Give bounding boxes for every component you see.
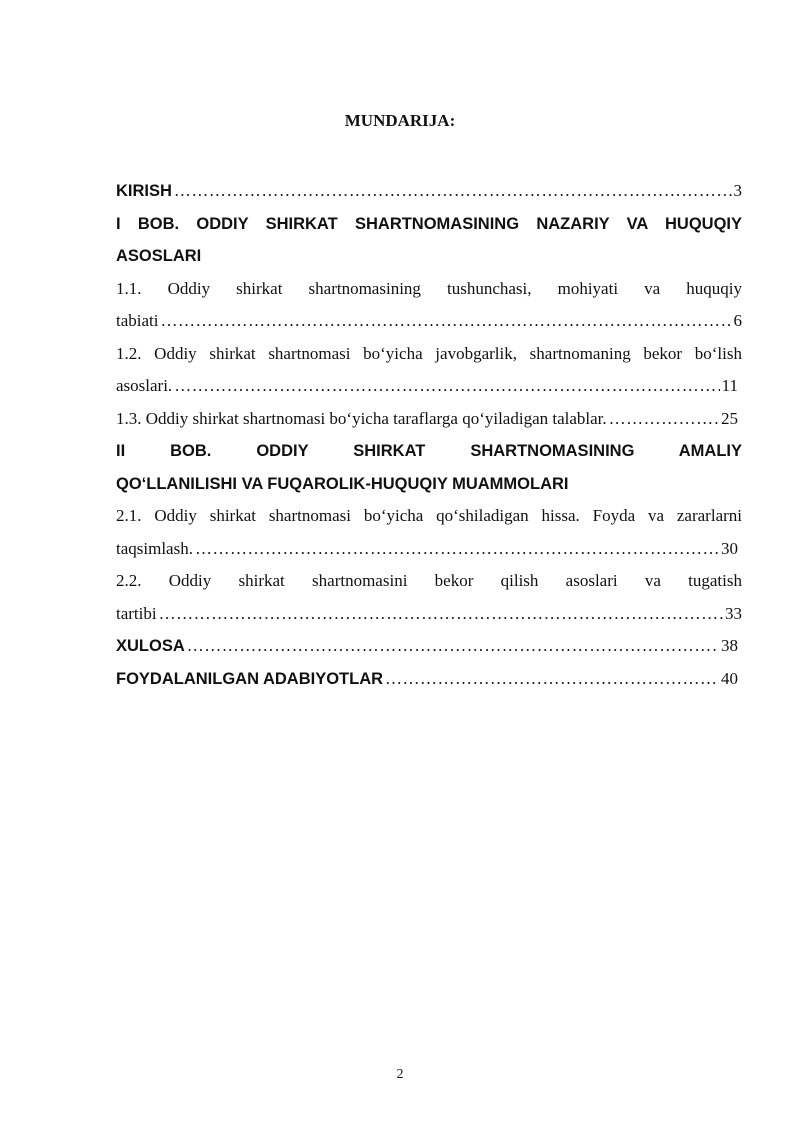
table-of-contents	[116, 175, 742, 695]
toc-page-number: 30	[721, 538, 738, 558]
toc-leader-dots	[385, 663, 719, 696]
toc-section-2-2-line-2	[116, 598, 742, 631]
toc-page-number: 11	[721, 376, 738, 395]
toc-entry-label: XULOSA	[116, 637, 185, 655]
toc-section-1-1-line-1: 1.1. Oddiy shirkat shartnomasining tushunchasi, mohiyati va huquqiy	[116, 278, 742, 298]
toc-entry-intro	[116, 175, 742, 208]
toc-page-number: 3	[733, 181, 742, 200]
toc-section-1-1-line-2	[116, 305, 742, 338]
toc-leader-dots	[174, 370, 719, 403]
toc-page-number: 33	[725, 603, 742, 623]
toc-section-1-2-line-1: 1.2. Oddiy shirkat shartnomasi bo‘yicha javobgarlik, shartnomaning bekor bo‘lish	[116, 343, 742, 363]
toc-section-2-1-line-1: 2.1. Oddiy shirkat shartnomasi bo‘yicha qo‘shiladigan hissa. Foyda va zararlarni	[116, 506, 742, 525]
toc-entry-label: 1.3. Oddiy shirkat shartnomasi bo‘yicha taraflarga qo‘yiladigan talablar.	[116, 408, 607, 428]
toc-entry-label: taqsimlash.	[116, 538, 193, 558]
toc-leader-dots	[187, 630, 719, 663]
toc-section-1-3	[116, 403, 738, 436]
toc-entry-references	[116, 663, 738, 696]
toc-leader-dots	[160, 305, 731, 338]
page-number: 2	[396, 1067, 404, 1082]
toc-leader-dots	[609, 403, 719, 436]
toc-chapter-1-line-1: I BOB. ODDIY SHIRKAT SHARTNOMASINING NAZARIY VA HUQUQIY	[116, 214, 742, 233]
toc-leader-dots	[195, 533, 719, 566]
toc-entry-conclusion	[116, 630, 738, 663]
toc-section-1-2-line-2	[116, 370, 738, 403]
toc-entry-label: asoslari.	[116, 376, 173, 395]
toc-entry-label: tartibi	[116, 603, 157, 623]
toc-section-2-1-line-2	[116, 533, 738, 566]
toc-leader-dots	[159, 598, 723, 631]
toc-chapter-2-line-1: II BOB. ODDIY SHIRKAT SHARTNOMASINING AMALIY	[116, 442, 742, 460]
toc-page-number: 25	[721, 408, 738, 428]
toc-entry-label: KIRISH	[116, 182, 172, 200]
toc-entry-label: tabiati	[116, 311, 159, 330]
toc-page-number: 38	[721, 636, 738, 655]
toc-page-number: 6	[733, 311, 742, 330]
toc-leader-dots	[174, 175, 732, 208]
toc-section-2-2-line-1: 2.2. Oddiy shirkat shartnomasini bekor qilish asoslari va tugatish	[116, 571, 742, 590]
toc-page-number: 40	[721, 668, 738, 688]
toc-chapter-2-line-2: QO‘LLANILISHI VA FUQAROLIK-HUQUQIY MUAMMOLARI	[116, 474, 569, 493]
page-title: MUNDARIJA:	[344, 111, 456, 130]
toc-chapter-1-line-2: ASOSLARI	[116, 247, 202, 265]
toc-entry-label: FOYDALANILGAN ADABIYOTLAR	[116, 669, 384, 688]
